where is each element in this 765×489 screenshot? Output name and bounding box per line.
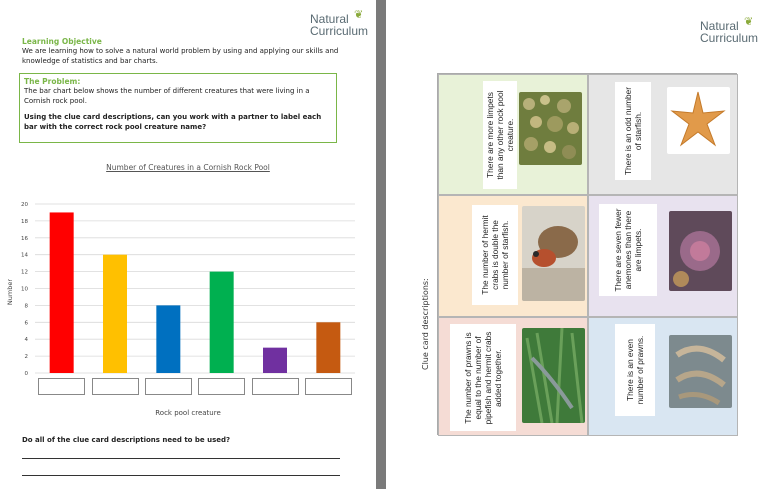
- bar-6: [316, 322, 340, 373]
- bar-1: [50, 212, 74, 373]
- clue-card-grid: [437, 73, 737, 435]
- clue-card-limpets: [438, 74, 588, 195]
- learning-objective-text: We are learning how to solve a natural world problem by using and applying our skills and knowledge of statistics and bar charts.: [22, 47, 339, 65]
- clue-text: There are seven fewer anemones than there are limpets.: [613, 208, 643, 292]
- bar-chart: [0, 195, 376, 380]
- clue-card-heading: Clue card descriptions:: [421, 278, 430, 370]
- clue-text: There are more limpets than any other rock pool creature.: [485, 90, 515, 180]
- clue-card-pipefish: [438, 317, 588, 436]
- chart-gridlines: [35, 204, 355, 373]
- y-tick-label: 12: [21, 269, 28, 276]
- y-tick-label: 18: [21, 218, 28, 225]
- bar-4: [210, 272, 234, 373]
- worksheet-left-page: [0, 0, 376, 489]
- clue-text-box: [615, 324, 655, 416]
- problem-title: The Problem:: [24, 77, 81, 86]
- clue-text: The number of hermit crabs is double the number of starfish.: [480, 215, 510, 295]
- bar-label-box-1[interactable]: [38, 378, 85, 395]
- brand-line1: Natural: [700, 19, 739, 33]
- y-tick-label: 4: [24, 337, 28, 344]
- bar-label-box-6[interactable]: [305, 378, 352, 395]
- y-tick-label: 20: [21, 202, 28, 208]
- bar-label-box-4[interactable]: [198, 378, 245, 395]
- question-two: Do all of the clue card descriptions need to be used?: [22, 436, 231, 444]
- brand-logo: [310, 9, 369, 38]
- problem-question: Using the clue card descriptions, can you work with a partner to label each bar with the correct rock pool creature name?: [24, 113, 322, 131]
- brand-line1: Natural: [310, 12, 349, 26]
- y-tick-label: 16: [21, 235, 28, 242]
- starfish-photo: [667, 87, 730, 154]
- clue-card-starfish: [588, 74, 738, 195]
- limpets-photo: [519, 92, 582, 165]
- clue-text: The number of prawns is equal to the number of pipefish and hermit crabs added together.: [463, 331, 503, 424]
- problem-text: The bar chart below shows the number of different creatures that were living in a Cornish rock pool.: [24, 87, 310, 105]
- clue-text-box: [472, 205, 518, 305]
- chart-bars: [50, 212, 341, 373]
- bar-3: [156, 305, 180, 373]
- bar-5: [263, 348, 287, 373]
- prawns-photo: [669, 335, 732, 408]
- chart-y-ticks: [21, 202, 29, 377]
- hermit-crab-photo: [522, 206, 585, 301]
- answer-line-2[interactable]: [22, 475, 340, 476]
- clue-text-box: [450, 324, 516, 431]
- clue-text: There is an odd number of starfish.: [623, 86, 643, 176]
- y-tick-label: 2: [24, 354, 28, 361]
- brand-line2: Curriculum: [700, 31, 759, 45]
- clue-text-box: [615, 82, 651, 180]
- answer-line-1[interactable]: [22, 458, 340, 459]
- y-tick-label: 8: [24, 303, 28, 310]
- y-tick-label: 14: [21, 252, 28, 259]
- y-tick-label: 6: [24, 320, 28, 327]
- leaf-icon: ❦: [744, 16, 754, 28]
- y-tick-label: 10: [21, 286, 28, 293]
- clue-text-box: [483, 81, 517, 189]
- learning-objective-title: Learning Objective: [22, 37, 102, 46]
- chart-x-label: Rock pool creature: [155, 409, 221, 417]
- clue-card-prawns: [588, 317, 738, 436]
- brand-line2: Curriculum: [310, 24, 369, 38]
- clue-card-anemone: [588, 195, 738, 317]
- bar-2: [103, 255, 127, 373]
- anemone-photo: [669, 211, 732, 291]
- brand-logo-right: [700, 16, 759, 45]
- bar-label-box-2[interactable]: [92, 378, 139, 395]
- clue-card-hermit-crab: [438, 195, 588, 317]
- chart-y-label: Number: [6, 278, 14, 306]
- pipefish-photo: [522, 328, 585, 423]
- clue-text: There is an even number of prawns.: [625, 335, 645, 405]
- clue-text-box: [599, 204, 657, 296]
- problem-box: [19, 73, 337, 143]
- bar-label-box-3[interactable]: [145, 378, 192, 395]
- leaf-icon: ❦: [354, 9, 364, 21]
- chart-title: Number of Creatures in a Cornish Rock Pool: [106, 163, 270, 172]
- bar-label-box-5[interactable]: [252, 378, 299, 395]
- y-tick-label: 0: [24, 371, 28, 377]
